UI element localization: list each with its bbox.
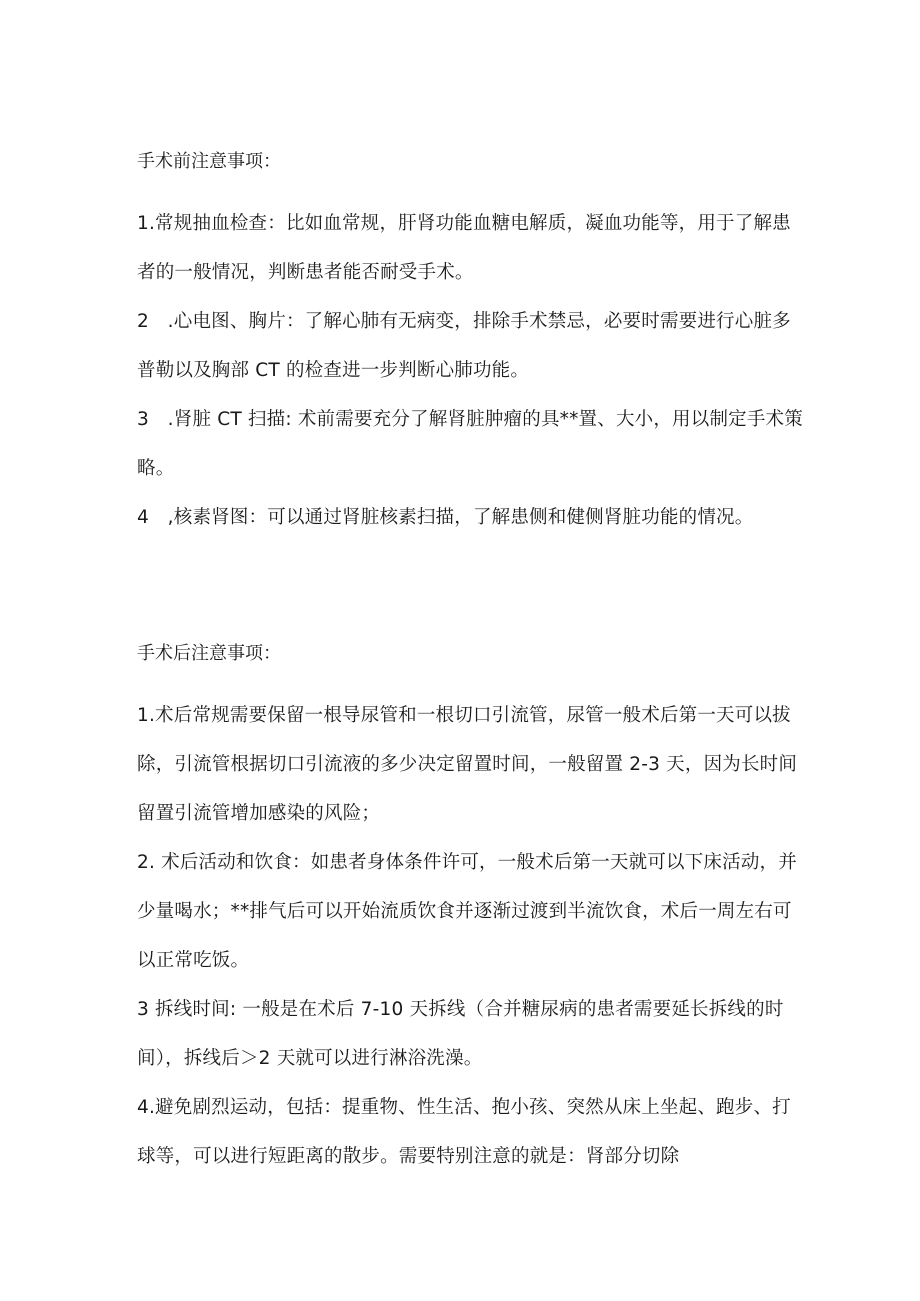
pre-op-item-2: 2 .心电图、胸片：了解心肺有无病变，排除手术禁忌，必要时需要进行心脏多普勒以及胸部 CT 的检查进一步判断心肺功能。 — [137, 311, 791, 381]
post-op-item-1: 1.术后常规需要保留一根导尿管和一根切口引流管，尿管一般术后第一天可以拔除，引流管根据切口引流液的多少决定留置时间，一般留置 2-3 天，因为长时间留置引流管增加感染的风险； — [137, 705, 798, 824]
post-op-item-2: 2. 术后活动和饮食：如患者身体条件许可，一般术后第一天就可以下床活动，并少量喝水；**排气后可以开始流质饮食并逐渐过渡到半流饮食，术后一周左右可以正常吃饭。 — [137, 852, 797, 971]
pre-op-item-3: 3 .肾脏 CT 扫描: 术前需要充分了解肾脏肿瘤的具**置、大小，用以制定手术策略。 — [137, 409, 803, 479]
pre-op-heading: 手术前注意事项： — [137, 151, 281, 172]
post-op-item-3: 3 拆线时间: 一般是在术后 7-10 天拆线（合并糖尿病的患者需要延长拆线的时间），拆线后＞2 天就可以进行淋浴洗澡。 — [137, 999, 784, 1069]
pre-op-item-4: 4 ,核素肾图：可以通过肾脏核素扫描，了解患侧和健侧肾脏功能的情况。 — [137, 507, 754, 528]
post-op-heading: 手术后注意事项： — [137, 643, 281, 664]
pre-op-section — [137, 150, 807, 542]
post-op-section — [137, 642, 807, 1181]
post-op-item-4: 4.避免剧烈运动，包括：提重物、性生活、抱小孩、突然从床上坐起、跑步、打球等，可以进行短距离的散步。需要特别注意的就是：肾部分切除 — [137, 1097, 791, 1167]
pre-op-item-1: 1.常规抽血检查：比如血常规，肝肾功能血糖电解质，凝血功能等，用于了解患者的一般情况，判断患者能否耐受手术。 — [137, 213, 791, 283]
